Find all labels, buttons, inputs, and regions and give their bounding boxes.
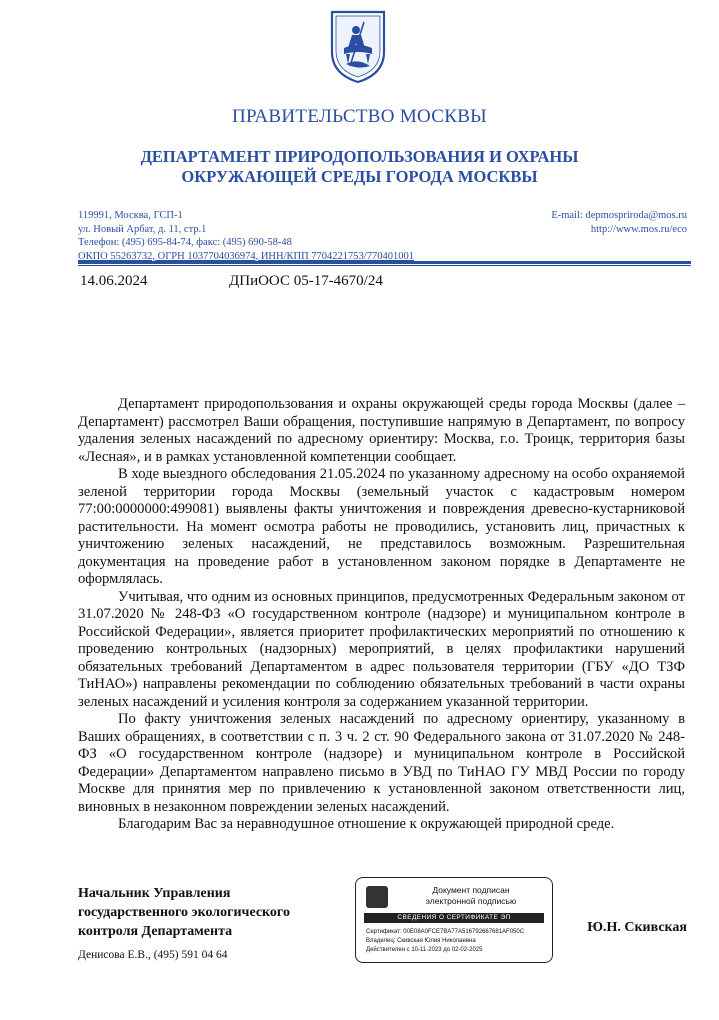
stamp-title bbox=[396, 885, 546, 907]
stamp-title-line1: Документ подписан bbox=[432, 885, 510, 895]
stamp-title-line2: электронной подписью bbox=[425, 896, 517, 906]
stamp-certificate: Сертификат: 00E08A0FCE7BA77A516792667681AF050C bbox=[366, 929, 525, 935]
moscow-coat-of-arms-icon bbox=[328, 8, 388, 84]
contact-left bbox=[78, 209, 414, 263]
paragraph-2: В ходе выездного обследования 21.05.2024 по указанному адресному на особо охраняемой зеленой территории города Москвы (земельный участок с кадастровым номером 77:00:0000000:499081) выявлены факты уничтожения и повреждения древесно-кустарниковой растительности. На момент осмотра работы не проводились, установить лиц, причастных к уничтожению зеленых насаждений, не представилось возможным. Разрешительная документация на проведение работ в установленном законом порядке в Департаменте не оформлялась. bbox=[78, 466, 685, 587]
stamp-certificate-header: СВЕДЕНИЯ О СЕРТИФИКАТЕ ЭП bbox=[364, 913, 544, 923]
address-line2: ул. Новый Арбат, д. 11, стр.1 bbox=[78, 223, 207, 235]
document-number: ДПиООС 05-17-4670/24 bbox=[229, 273, 383, 289]
department-title-line1: ДЕПАРТАМЕНТ ПРИРОДОПОЛЬЗОВАНИЯ И ОХРАНЫ bbox=[140, 147, 579, 166]
paragraph-4: По факту уничтожения зеленых насаждений по адресному ориентиру, указанному в Ваших обращениях, в соответствии с п. 3 ч. 2 ст. 90 Федерального закона от 31.07.2020 № 248-ФЗ «О государственном контроле (надзоре) и муниципальном контроле в Российской Федерации» Департаментом направлено письмо в УВД по ТиНАО ГУ МВД России по городу Москве для принятия мер по привлечению к установленной законом ответственности лиц, виновных в незаконном повреждении зеленых насаждений. bbox=[78, 711, 685, 815]
letter-body bbox=[78, 396, 685, 834]
document-date: 14.06.2024 bbox=[80, 273, 148, 289]
paragraph-1: Департамент природопользования и охраны окружающей среды города Москвы (далее – Департамент) рассмотрел Ваши обращения, поступившие напрямую в Департамент, по вопросу удаления зеленых насаждений по адресному ориентиру: Москва, г.о. Троицк, территория базы «Лесная», и в рамках установленной компетенции сообщает. bbox=[78, 396, 685, 465]
government-title: ПРАВИТЕЛЬСТВО МОСКВЫ bbox=[231, 106, 488, 127]
header-rule bbox=[78, 261, 691, 264]
department-title-line2: ОКРУЖАЮЩЕЙ СРЕДЫ ГОРОДА МОСКВЫ bbox=[181, 167, 538, 186]
phone-line: Телефон: (495) 695-84-74, факс: (495) 690-58-48 bbox=[78, 237, 292, 248]
electronic-signature-stamp bbox=[355, 877, 553, 963]
paragraph-5: Благодарим Вас за неравнодушное отношение к окружающей природной среде. bbox=[118, 816, 615, 832]
email-link[interactable]: E-mail: depmospriroda@mos.ru bbox=[551, 210, 687, 221]
signatory-title-line1: Начальник Управления bbox=[78, 886, 231, 901]
coat-of-arms-icon bbox=[366, 886, 388, 908]
stamp-validity: Действителен с 10-11-2023 до 02-02-2025 bbox=[366, 947, 483, 953]
registry-codes: ОКПО 55263732, ОГРН 1037704036974, ИНН/КПП 7704221753/770401001 bbox=[78, 250, 414, 262]
stamp-owner: Владелец: Скивская Юлия Николаевна bbox=[366, 938, 476, 944]
signatory-title bbox=[78, 884, 290, 941]
header-rule-thin bbox=[78, 265, 691, 266]
signatory-title-line2: государственного экологического bbox=[78, 905, 290, 920]
signatory-title-line3: контроля Департамента bbox=[78, 924, 233, 939]
signer-name: Ю.Н. Скивская bbox=[587, 920, 687, 935]
contact-right bbox=[551, 209, 687, 236]
paragraph-3: Учитывая, что одним из основных принципов, предусмотренных Федеральным законом от 31.07.2020 № 248-ФЗ «О государственном контроле (надзоре) и муниципальном контроле в Российской Федерации», является приоритет профилактических мероприятий по отношению к проведению контрольных (надзорных) мероприятий, в целях профилактики нарушений обязательных требований Департаментом в адрес пользователя территории (ГБУ «ДО ТЗФ ТиНАО») направлены рекомендации по соблюдению обязательных требований в части охраны зеленых насаждений и усиления контроля за содержанием указанной территории. bbox=[78, 588, 685, 710]
executor-info: Денисова Е.В., (495) 591 04 64 bbox=[78, 949, 228, 961]
address-line1: 119991, Москва, ГСП-1 bbox=[78, 210, 183, 221]
department-title bbox=[0, 147, 719, 187]
website-link[interactable]: http://www.mos.ru/eco bbox=[590, 223, 687, 235]
